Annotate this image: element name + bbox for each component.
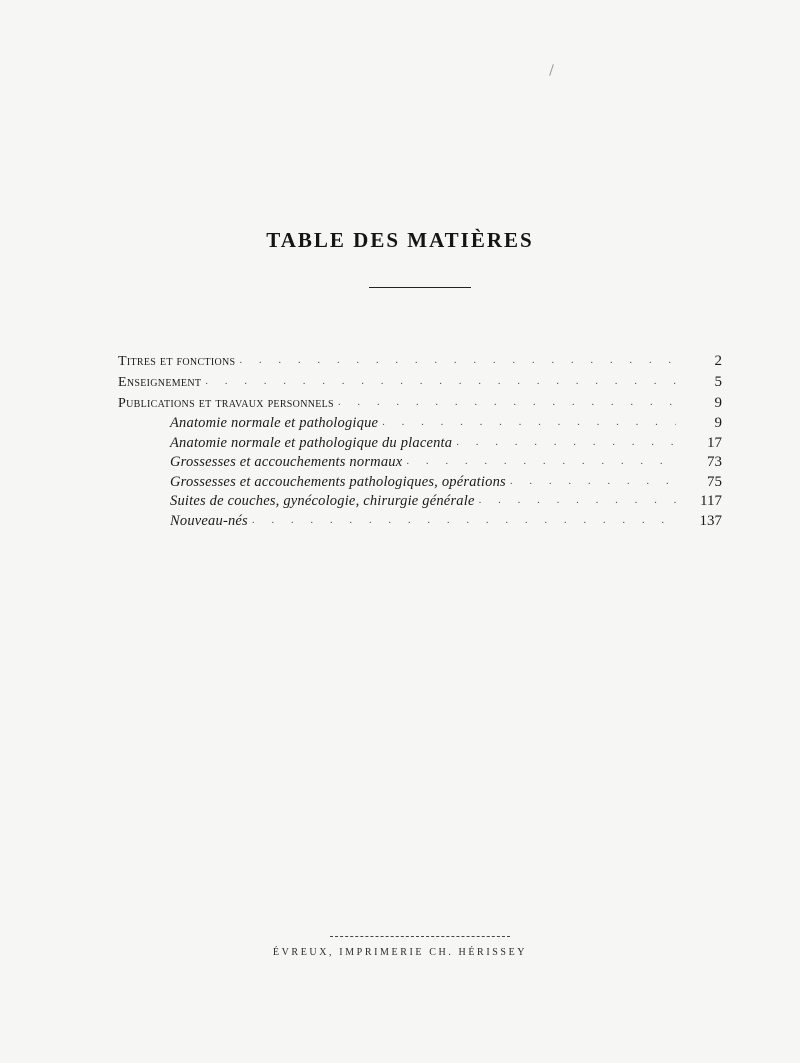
toc-subentry-placenta[interactable] — [118, 434, 722, 454]
toc-subentry-suites-de-couches[interactable] — [118, 492, 722, 512]
toc-page-number: 17 — [707, 434, 722, 451]
table-of-contents — [118, 351, 722, 531]
toc-page-number: 117 — [700, 493, 722, 509]
toc-entry-publications[interactable] — [118, 393, 722, 414]
toc-page-number: 9 — [714, 395, 722, 411]
toc-entry-label: Nouveau-nés — [170, 512, 248, 529]
dot-leader — [338, 393, 676, 413]
toc-subentry-grossesses-normaux[interactable] — [118, 453, 722, 473]
toc-entry-label: Enseignement — [118, 375, 202, 390]
paper-mark — [549, 64, 554, 76]
dot-leader — [252, 512, 676, 531]
dot-leader — [205, 372, 676, 392]
printer-imprint: ÉVREUX, IMPRIMERIE CH. HÉRISSEY — [272, 947, 528, 958]
imprint-rule — [330, 936, 510, 937]
dot-leader — [456, 434, 676, 453]
toc-page-number: 2 — [714, 353, 722, 369]
dot-leader — [479, 492, 676, 511]
dot-leader — [510, 473, 676, 492]
toc-page-number: 75 — [707, 473, 722, 490]
toc-entry-titres[interactable] — [118, 351, 722, 372]
toc-page-number: 73 — [707, 454, 722, 470]
toc-entry-label: Titres et fonctions — [118, 354, 236, 369]
toc-entry-label: Suites de couches, gynécologie, chirurgie générale — [170, 493, 475, 509]
toc-entry-label: Publications et travaux personnels — [118, 396, 334, 411]
toc-entry-enseignement[interactable] — [118, 372, 722, 393]
toc-page-number: 9 — [714, 415, 722, 431]
toc-entry-label: Grossesses et accouchements normaux — [170, 454, 403, 470]
toc-entry-label: Anatomie normale et pathologique — [170, 415, 379, 431]
toc-subentry-nouveau-nes[interactable] — [118, 512, 722, 532]
page-title: TABLE DES MATIÈRES — [266, 228, 534, 252]
title-rule — [369, 287, 471, 288]
dot-leader — [239, 351, 676, 371]
toc-entry-label: Anatomie normale et pathologique du placenta — [170, 434, 453, 451]
toc-page-number: 5 — [714, 374, 722, 390]
toc-entry-label: Grossesses et accouchements pathologiques, opérations — [170, 473, 506, 490]
toc-subentry-anatomie[interactable] — [118, 414, 722, 434]
toc-subentry-grossesses-pathologiques[interactable] — [118, 473, 722, 493]
dot-leader — [406, 453, 676, 472]
dot-leader — [382, 414, 676, 433]
toc-page-number: 137 — [699, 512, 722, 529]
